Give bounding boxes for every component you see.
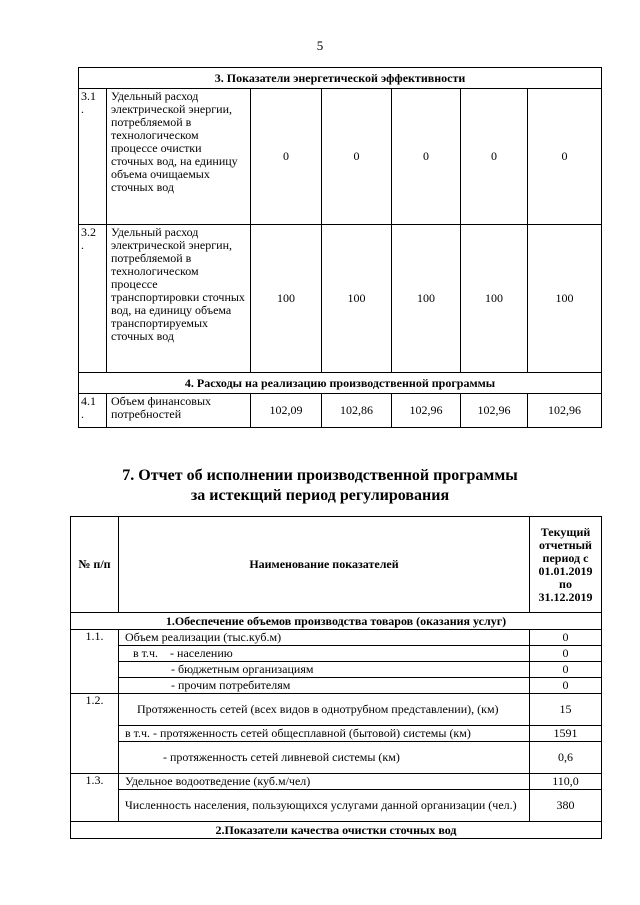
row-3-2-value-2: 100 xyxy=(322,225,392,373)
row-1-2-storm-networks: - протяженность сетей ливневой системы (км) xyxy=(119,742,530,774)
section-3-title: 3. Показатели энергетической эффективности xyxy=(79,68,602,89)
row-3-1-name: Удельный расход электрической энергии, потребляемой в технологическом процессе очистки сточных вод, на единицу объема очищаемых сточных вод xyxy=(107,89,251,225)
row-4-1-value-5: 102,96 xyxy=(528,394,602,428)
row-1-2-number: 1.2. xyxy=(71,694,119,726)
row-3-1-value-1: 0 xyxy=(251,89,322,225)
row-3-2-value-3: 100 xyxy=(392,225,461,373)
row-1-1-spacer xyxy=(71,646,119,662)
row-1-3-spacer xyxy=(71,790,119,822)
row-3-1-value-3: 0 xyxy=(392,89,461,225)
row-3-2-value-4: 100 xyxy=(461,225,528,373)
row-1-1-spacer xyxy=(71,678,119,694)
program-report-table xyxy=(70,516,602,839)
row-1-1-budget-value: 0 xyxy=(530,662,602,678)
row-1-1-other-consumers: - прочим потребителям xyxy=(119,678,530,694)
row-1-1-population xyxy=(119,646,530,662)
row-1-1-population-name: - населению xyxy=(170,646,233,660)
row-4-1-value-4: 102,96 xyxy=(461,394,528,428)
row-1-2-value: 15 xyxy=(530,694,602,726)
row-1-1-value: 0 xyxy=(530,630,602,646)
row-1-1-spacer xyxy=(71,662,119,678)
row-3-1-value-5: 0 xyxy=(528,89,602,225)
row-1-2-spacer xyxy=(71,742,119,774)
column-name-header: Наименование показателей xyxy=(119,517,530,613)
row-1-3-name: Удельное водоотведение (куб.м/чел) xyxy=(119,774,530,790)
row-3-2-value-5: 100 xyxy=(528,225,602,373)
report-heading-line-2: за истекщий период регулирования xyxy=(190,487,450,504)
row-4-1-value-2: 102,86 xyxy=(322,394,392,428)
row-1-2-combined-value: 1591 xyxy=(530,726,602,742)
row-1-1-number: 1.1. xyxy=(71,630,119,646)
section-1-title: 1.Обеспечение объемов производства товаров (оказания услуг) xyxy=(71,613,602,630)
row-1-2-name: Протяженность сетей (всех видов в однотрубном представлении), (км) xyxy=(119,694,530,726)
row-1-1-budget-organizations: - бюджетным организациям xyxy=(119,662,530,678)
row-1-3-number: 1.3. xyxy=(71,774,119,790)
report-heading-line-1: 7. Отчет об исполнении производственной программы xyxy=(122,467,518,484)
section-4-title: 4. Расходы на реализацию производственной программы xyxy=(79,373,602,394)
row-3-2-value-1: 100 xyxy=(251,225,322,373)
row-3-1-number: 3.1 . xyxy=(79,89,107,225)
row-3-1-value-2: 0 xyxy=(322,89,392,225)
row-1-4-name: Численность населения, пользующихся услугами данной организации (чел.) xyxy=(119,790,530,822)
row-4-1-name: Объем финансовых потребностей xyxy=(107,394,251,428)
row-1-2-spacer xyxy=(71,726,119,742)
column-period-header: Текущий отчетный период с 01.01.2019 по 31.12.2019 xyxy=(530,517,602,613)
row-3-2-number: 3.2 . xyxy=(79,225,107,373)
energy-efficiency-table xyxy=(78,67,602,428)
section-2-title: 2.Показатели качества очистки сточных вод xyxy=(71,822,602,839)
row-4-1-value-3: 102,96 xyxy=(392,394,461,428)
row-1-1-other-value: 0 xyxy=(530,678,602,694)
row-1-4-value: 380 xyxy=(530,790,602,822)
row-1-2-storm-value: 0,6 xyxy=(530,742,602,774)
row-3-1-value-4: 0 xyxy=(461,89,528,225)
row-4-1-number: 4.1 . xyxy=(79,394,107,428)
row-1-3-value: 110,0 xyxy=(530,774,602,790)
page-number: 5 xyxy=(316,38,324,53)
row-1-1-population-prefix: в т.ч. xyxy=(133,646,159,660)
report-heading xyxy=(0,466,640,506)
row-4-1-value-1: 102,09 xyxy=(251,394,322,428)
row-1-1-population-value: 0 xyxy=(530,646,602,662)
row-3-2-name: Удельный расход электрической энергин, потребляемой в технологическом процессе транспортировки сточных вод, на единицу объема транспортируемых сточных вод xyxy=(107,225,251,373)
row-1-2-combined-networks: в т.ч. - протяженность сетей общесплавной (бытовой) системы (км) xyxy=(119,726,530,742)
row-1-1-name: Объем реализации (тыс.куб.м) xyxy=(119,630,530,646)
column-number-header: № п/п xyxy=(71,517,119,613)
